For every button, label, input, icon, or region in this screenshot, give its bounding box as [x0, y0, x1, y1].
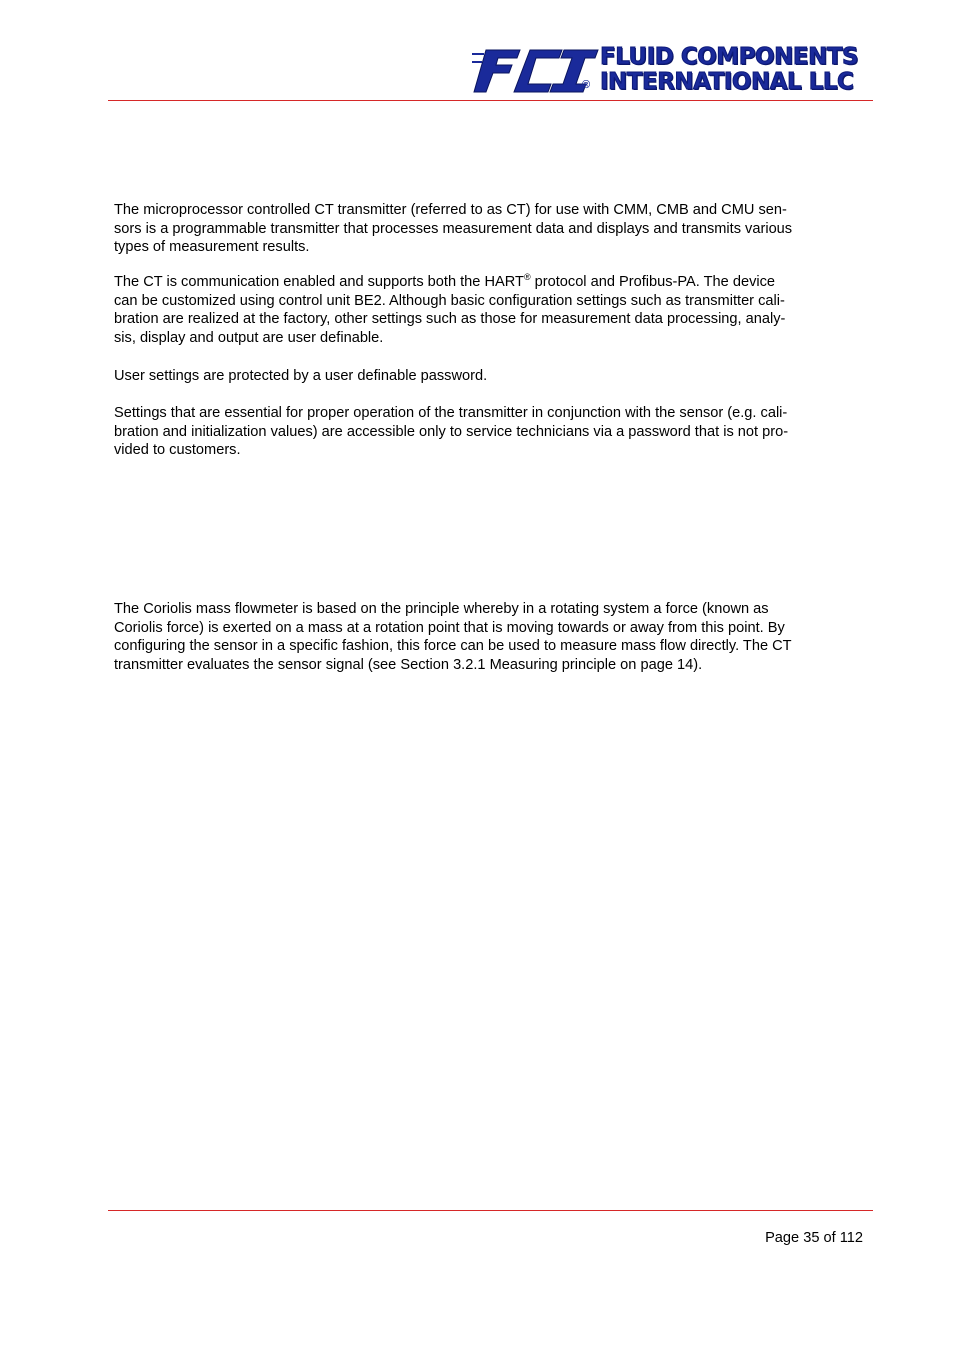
section-user-settings [114, 367, 864, 386]
text-line: bration and initialization values) are accessible only to service technicians via a password that is not pro- [114, 423, 789, 440]
paragraph-password [114, 367, 864, 386]
section-service-settings [114, 404, 864, 460]
page-number: Page 35 of 112 [765, 1230, 863, 1246]
paragraph-service [114, 404, 864, 460]
text-line: User settings are protected by a user definable password. [114, 368, 488, 384]
text-line: transmitter evaluates the sensor signal (see Section 3.2.1 Measuring principle on page 14). [114, 656, 703, 673]
footer-rule [108, 1210, 873, 1211]
text-line: sors is a programmable transmitter that processes measurement data and displays and transmits various [114, 220, 793, 237]
text-line: can be customized using control unit BE2. Although basic configuration settings such as transmitter cali- [114, 292, 785, 309]
paragraph-communication [114, 273, 864, 347]
text-line: Coriolis force) is exerted on a mass at a rotation point that is moving towards or away from this point. By [114, 619, 785, 636]
company-logo [472, 44, 868, 96]
text-line: protocol and Profibus-PA. The device [530, 274, 776, 290]
text-line: vided to customers. [114, 442, 241, 458]
registered-mark: ® [582, 79, 591, 91]
text-line: types of measurement results. [114, 239, 310, 255]
registered-sup: ® [523, 272, 531, 282]
logo-text-line1: FLUID COMPONENTS [600, 44, 859, 70]
text-line: configuring the sensor in a specific fashion, this force can be used to measure mass flow directly. The CT [114, 638, 792, 654]
text-line: The Coriolis mass flowmeter is based on the principle whereby in a rotating system a force (known as [114, 601, 769, 617]
text-line: The microprocessor controlled CT transmitter (referred to as CT) for use with CMM, CMB and CMU sen- [114, 202, 787, 218]
text-line: bration are realized at the factory, other settings such as those for measurement data processing, analy- [114, 311, 786, 327]
text-line: sis, display and output are user definable. [114, 329, 384, 346]
text-line: The CT is communication enabled and supports both the HART [114, 274, 524, 290]
section-communication [114, 273, 864, 347]
paragraph-intro [114, 201, 864, 257]
section-coriolis-principle [114, 600, 864, 674]
logo-text-line2: INTERNATIONAL LLC [600, 69, 854, 95]
header-rule [108, 100, 873, 101]
section-transmitter-description [114, 201, 864, 257]
text-line: Settings that are essential for proper operation of the transmitter in conjunction with the sensor (e.g. cali- [114, 405, 788, 421]
paragraph-coriolis [114, 600, 864, 674]
